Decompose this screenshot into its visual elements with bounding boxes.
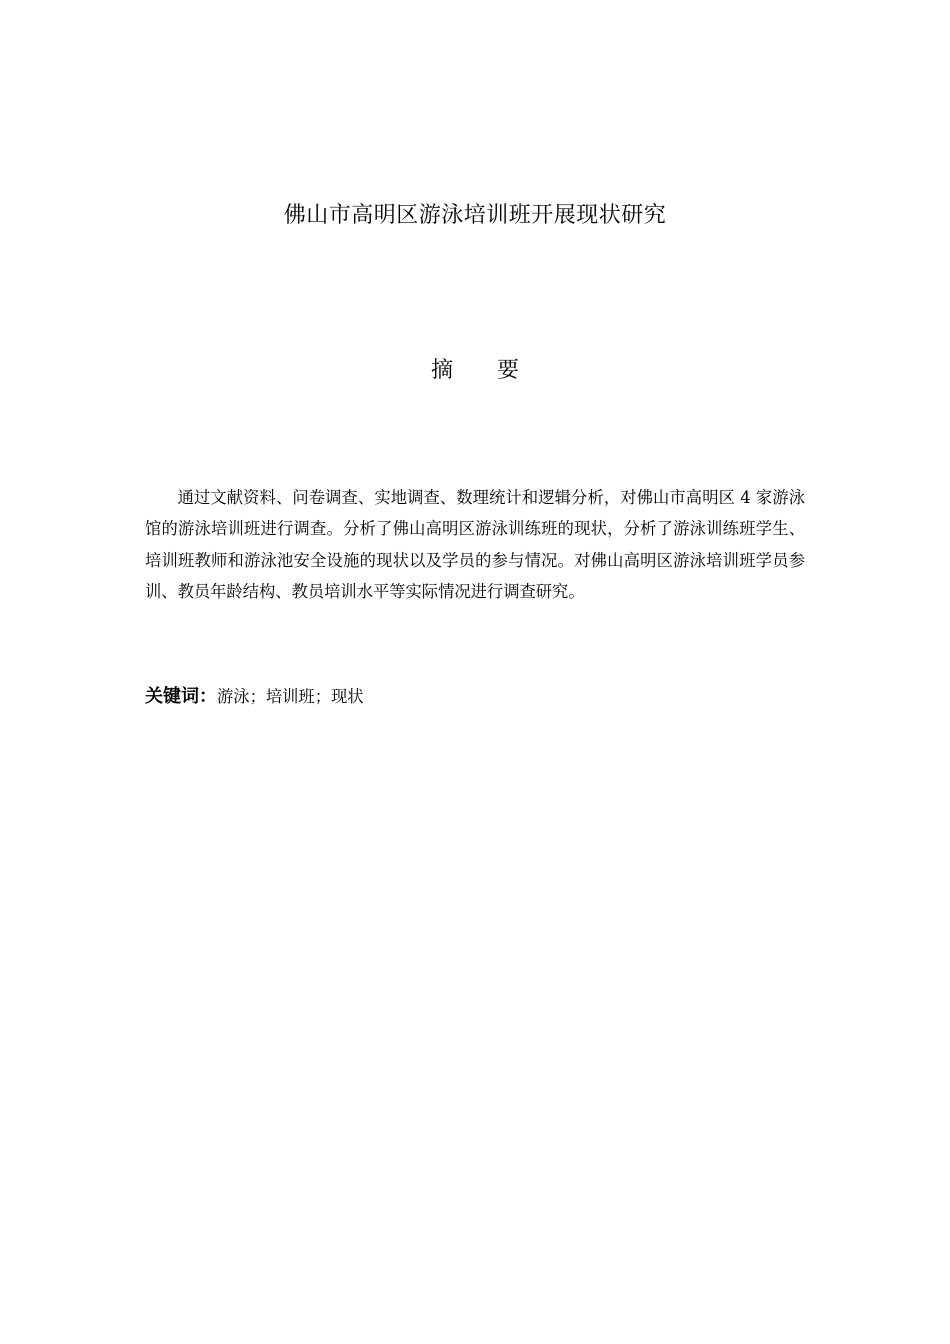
abstract-heading: 摘 要 — [430, 358, 519, 383]
abstract-paragraph: 通过文献资料、问卷调查、实地调查、数理统计和逻辑分析，对佛山市高明区 4 家游泳馆的游泳培训班进行调查。分析了佛山高明区游泳训练班的现状，分析了游泳训练班学生、培训班教师和游泳池安全设施的现状以及学员的参与情况。对佛山高明区游泳培训班学员参训、教员年龄结构、教员培训水平等实际情况进行调查研究。 — [145, 488, 805, 602]
keywords-label: 关键词： — [145, 686, 217, 707]
keywords-line — [145, 683, 805, 711]
document-title: 佛山市高明区游泳培训班开展现状研究 — [283, 203, 667, 228]
keywords-values: 游泳；培训班；现状 — [217, 687, 364, 706]
